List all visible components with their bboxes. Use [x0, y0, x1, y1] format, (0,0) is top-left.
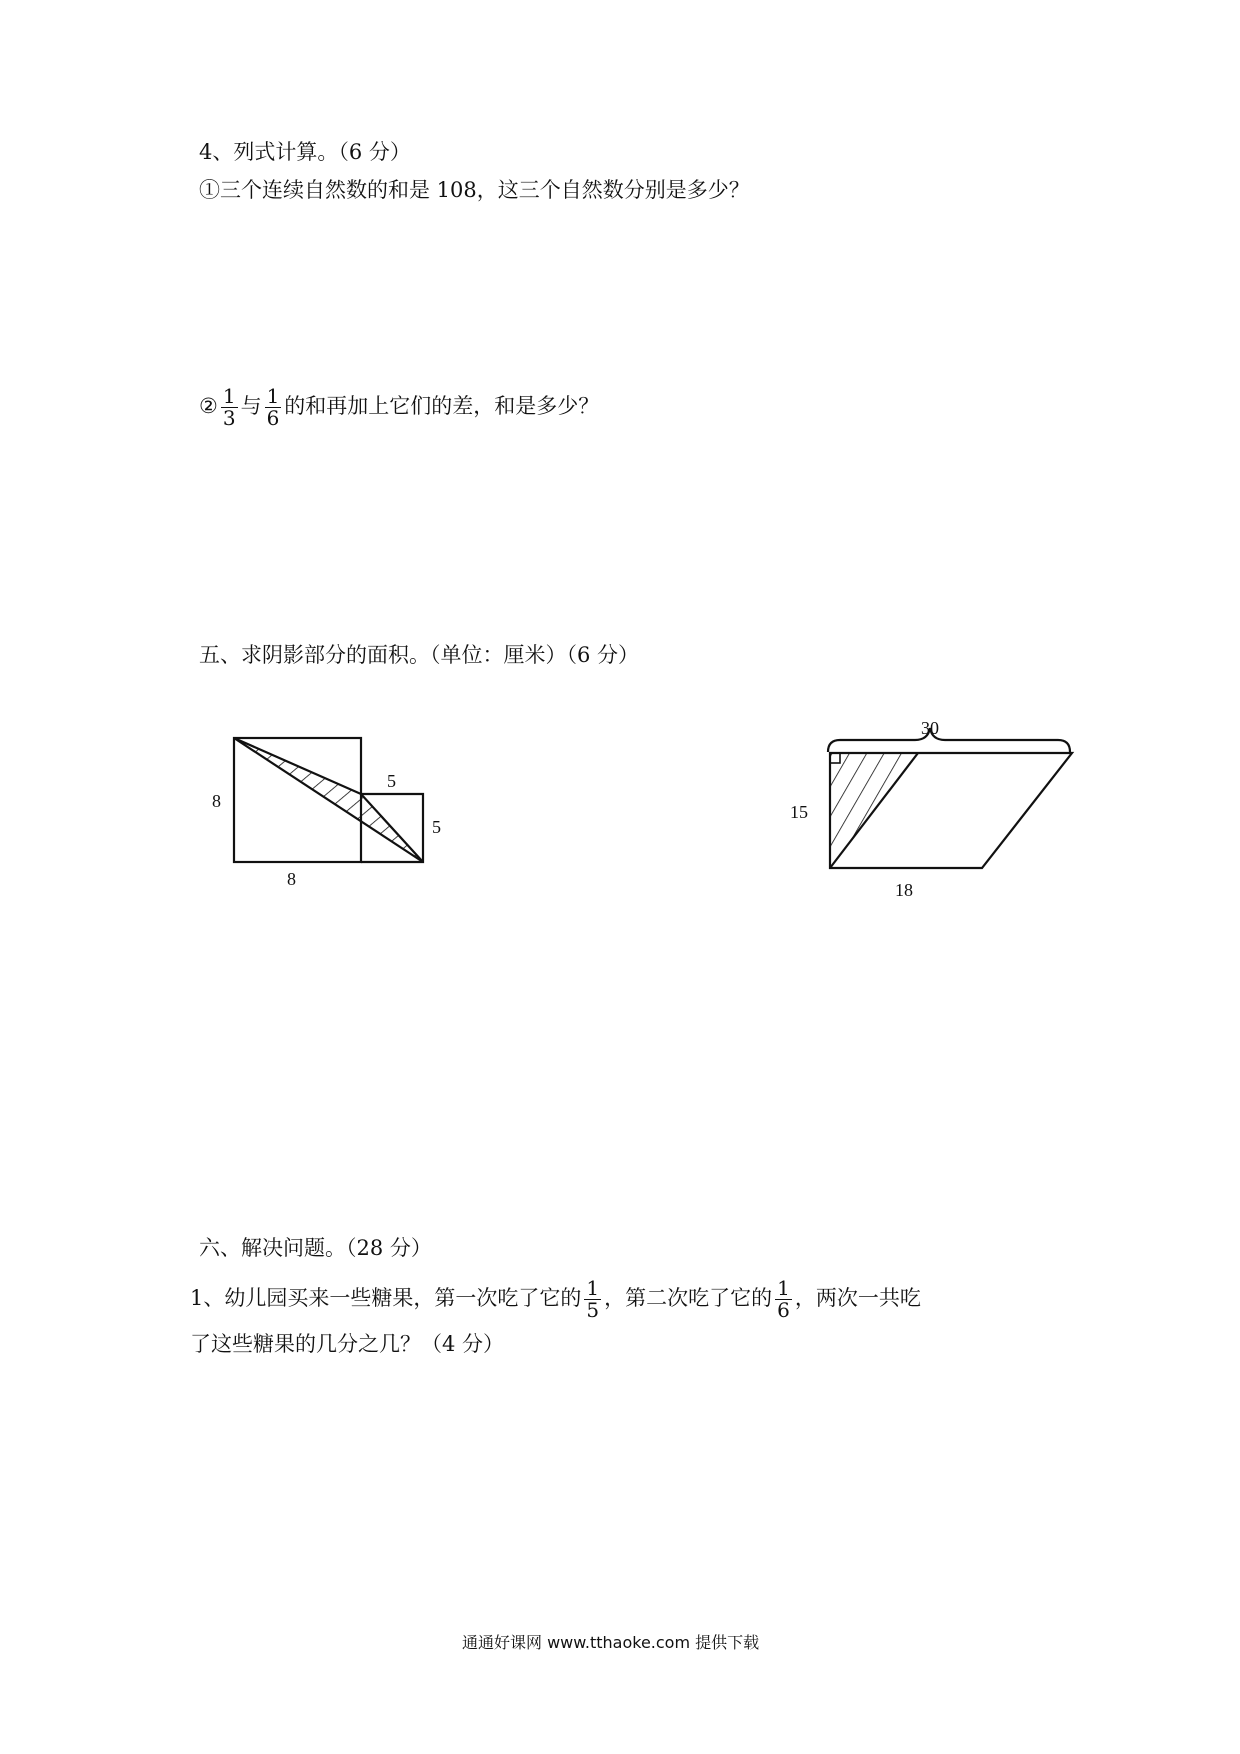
fraction-one-sixth: $\frac{1}{6}$: [266, 384, 280, 430]
q4-item2-suffix: 的和再加上它们的差，和是多少？: [284, 394, 600, 418]
s6-p1-part3: ，两次一共吃: [794, 1286, 921, 1310]
fig1-label-bottom: 8: [287, 869, 296, 889]
figure-squares-shaded-triangle: [200, 730, 460, 910]
fig1-diagonal-long: [234, 738, 423, 862]
q4-item2: [199, 386, 599, 429]
s6-problem1-line2: 了这些糖果的几分之几？（4 分）: [190, 1332, 505, 1356]
q4-item1: ①三个连续自然数的和是 108，这三个自然数分别是多少？: [199, 178, 750, 202]
s5-heading: 五、求阴影部分的面积。（单位：厘米）（6 分）: [199, 643, 640, 667]
fraction-one-third: $\frac{1}{3}$: [222, 384, 236, 430]
q4-heading: 4、列式计算。（6 分）: [199, 140, 411, 164]
fig2-label-bottom: 18: [895, 880, 913, 900]
page-footer: 通通好课网 www.tthaoke.com 提供下载: [462, 1633, 760, 1652]
s6-heading: 六、解决问题。（28 分）: [199, 1236, 432, 1260]
fig1-label-small-side: 5: [432, 817, 441, 837]
s6-problem1-line1: [190, 1278, 921, 1321]
fraction-one-sixth-b: $\frac{1}{6}$: [777, 1276, 790, 1322]
fig2-label-left: 15: [790, 802, 808, 822]
q4-item2-prefix: ②: [199, 394, 218, 418]
s6-p1-part2: ，第二次吃了它的: [604, 1286, 773, 1310]
figure-parallelogram-shaded-triangle: [770, 710, 1090, 910]
fig1-label-small-top: 5: [387, 771, 396, 791]
s6-p1-part1: 1、幼儿园买来一些糖果，第一次吃了它的: [190, 1286, 582, 1310]
fig2-label-top: 30: [921, 718, 939, 738]
fig2-top-brace: [828, 728, 1070, 752]
q4-item2-connector: 与: [240, 394, 262, 418]
fraction-one-fifth: $\frac{1}{5}$: [586, 1276, 600, 1322]
fig1-label-left: 8: [212, 791, 221, 811]
